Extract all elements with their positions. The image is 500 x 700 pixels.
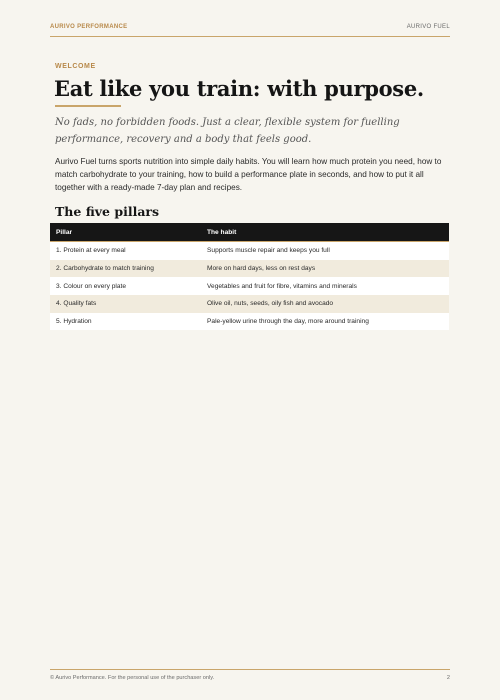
intro-paragraph: Aurivo Fuel turns sports nutrition into simple daily habits. You will learn how much protein you need, how to match carbohydrate to your training, how to build a performance plate in seconds, and how to put it all together with a ready-made 7-day plan and recipes. (55, 157, 442, 192)
header-brand-left: AURIVO PERFORMANCE (50, 24, 128, 30)
column-header-habit: The habit (201, 223, 449, 242)
pillar-cell: 2. Carbohydrate to match training (50, 260, 201, 278)
habit-cell: Vegetables and fruit for fibre, vitamins and minerals (201, 277, 449, 295)
pillar-cell: 3. Colour on every plate (50, 277, 201, 295)
footer-copyright: © Aurivo Performance. For the personal use of the purchaser only. (50, 675, 215, 681)
table-header-row (50, 223, 449, 242)
lede-paragraph: No fads, no forbidden foods. Just a clear, flexible system for fuelling performance, recovery and a body that feels good. (55, 117, 400, 145)
header-brand-right: AURIVO FUEL (406, 24, 450, 30)
table-row (50, 295, 449, 313)
pillar-cell: 5. Hydration (50, 313, 201, 331)
habit-cell: Supports muscle repair and keeps you full (201, 242, 449, 260)
page-footer (50, 669, 450, 681)
pillar-cell: 4. Quality fats (50, 295, 201, 313)
pillars-heading: The five pillars (55, 204, 160, 219)
habit-cell: More on hard days, less on rest days (201, 260, 449, 278)
table-row (50, 242, 449, 260)
pillars-table (50, 223, 449, 330)
pillar-cell: 1. Protein at every meal (50, 242, 201, 260)
table-row (50, 277, 449, 295)
column-header-pillar: Pillar (50, 223, 201, 242)
title-underline (55, 105, 121, 107)
table-row (50, 313, 449, 331)
page-number: 2 (446, 675, 450, 681)
habit-cell: Pale-yellow urine through the day, more around training (201, 313, 449, 331)
running-header (50, 24, 450, 37)
table-row (50, 260, 449, 278)
section-eyebrow: WELCOME (55, 63, 96, 70)
habit-cell: Olive oil, nuts, seeds, oily fish and avocado (201, 295, 449, 313)
page-title: Eat like you train: with purpose. (54, 76, 424, 101)
